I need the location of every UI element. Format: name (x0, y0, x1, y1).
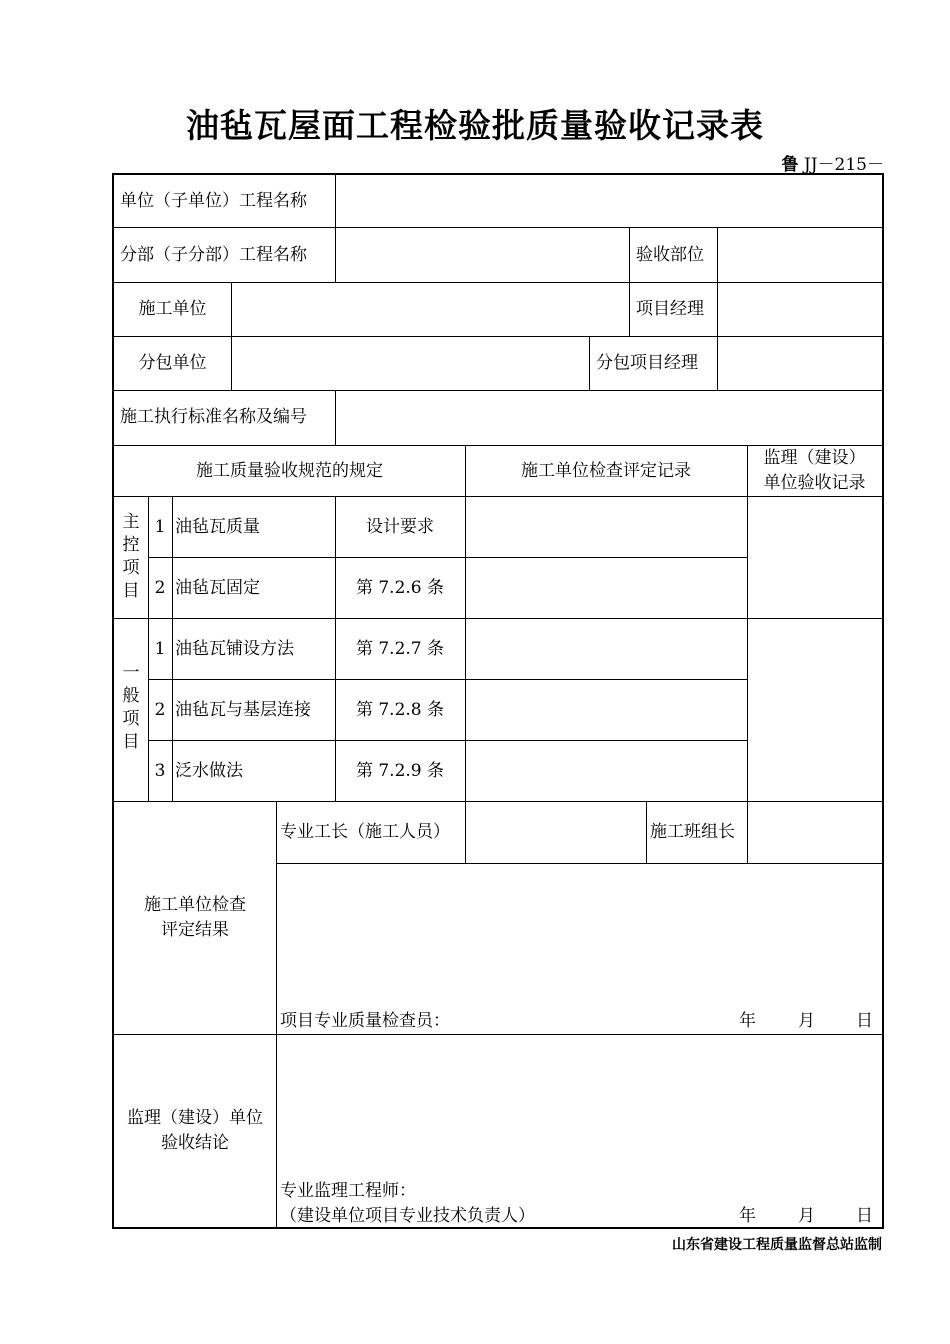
result-day: 日 (856, 1011, 873, 1031)
subdivision-project-name-label: 分部（子分部）工程名称 (120, 245, 307, 265)
inspection-form (112, 173, 884, 1229)
item-name: 油毡瓦质量 (175, 517, 260, 537)
form-title: 油毡瓦屋面工程检验批质量验收记录表 (186, 106, 764, 145)
main-control-label: 主 控 项 目 (122, 512, 140, 601)
engineer-label: 专业监理工程师： (280, 1181, 416, 1201)
item-name: 油毡瓦固定 (175, 578, 260, 598)
result-year: 年 (739, 1011, 756, 1031)
item-clause: 第 7.2.6 条 (355, 578, 445, 598)
conclusion-label-1: 监理（建设）单位 (127, 1108, 263, 1128)
form-code (782, 150, 884, 175)
item-no: 1 (154, 639, 166, 659)
result-month: 月 (798, 1011, 815, 1031)
item-name: 油毡瓦与基层连接 (175, 700, 311, 720)
supervision-record-header-1: 监理（建设） (763, 448, 866, 468)
project-manager-label: 项目经理 (636, 299, 704, 319)
construction-record-header: 施工单位检查评定记录 (521, 461, 691, 481)
item-clause: 第 7.2.7 条 (355, 639, 445, 659)
subcontract-project-manager-label: 分包项目经理 (596, 353, 698, 373)
inspector-label: 项目专业质量检查员： (280, 1011, 450, 1031)
general-items-label: 一 般 项 目 (122, 663, 140, 752)
item-no: 3 (154, 761, 166, 781)
conclusion-day: 日 (856, 1206, 873, 1226)
acceptance-part-label: 验收部位 (636, 245, 704, 265)
result-label-1: 施工单位检查 (144, 895, 246, 915)
conclusion-label-2: 验收结论 (161, 1133, 229, 1153)
construction-unit-label: 施工单位 (138, 299, 207, 319)
footer-issuer: 山东省建设工程质量监督总站监制 (672, 1237, 882, 1253)
subcontract-unit-label: 分包单位 (138, 353, 207, 373)
result-label-2: 评定结果 (161, 920, 229, 940)
item-no: 2 (154, 578, 166, 598)
team-leader-label: 施工班组长 (650, 822, 735, 842)
standard-name-label: 施工执行标准名称及编号 (120, 407, 307, 427)
item-clause: 设计要求 (366, 517, 434, 537)
tech-leader-label: （建设单位项目专业技术负责人） (280, 1206, 535, 1226)
item-clause: 第 7.2.8 条 (355, 700, 445, 720)
supervision-record-header-2: 单位验收记录 (763, 473, 866, 493)
item-no: 2 (154, 700, 166, 720)
item-clause: 第 7.2.9 条 (355, 761, 445, 781)
item-name: 泛水做法 (175, 761, 243, 781)
unit-project-name-label: 单位（子单位）工程名称 (120, 191, 307, 211)
code-prefix: 鲁 (781, 155, 799, 175)
foreman-label: 专业工长（施工人员） (280, 822, 450, 842)
conclusion-year: 年 (739, 1206, 756, 1226)
code-number: JJ－215－ (803, 155, 884, 175)
item-no: 1 (154, 517, 166, 537)
conclusion-month: 月 (798, 1206, 815, 1226)
spec-header: 施工质量验收规范的规定 (196, 461, 383, 481)
item-name: 油毡瓦铺设方法 (175, 639, 294, 659)
